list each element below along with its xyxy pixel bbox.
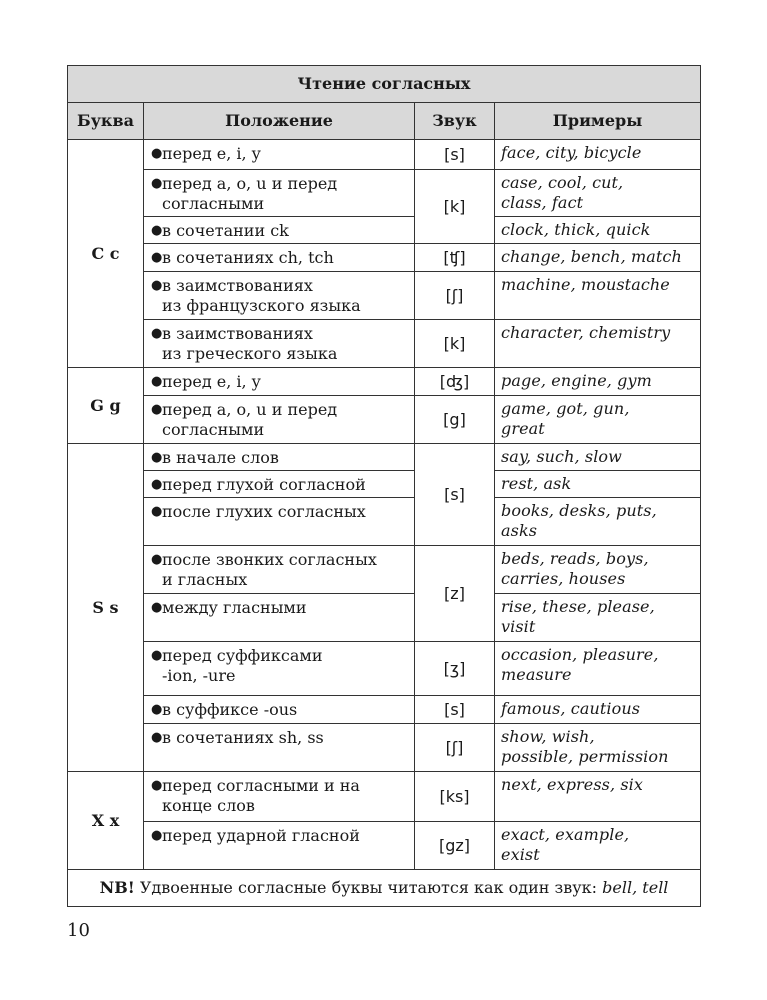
- examples-cell: rest, ask: [495, 471, 701, 498]
- letter-x: X x: [68, 772, 144, 870]
- examples-cell: face, city, bicycle: [495, 140, 701, 170]
- position-cell: ● перед a, o, u и перед согласными: [144, 170, 415, 217]
- note-label: NB!: [99, 878, 135, 897]
- table-row: [68, 822, 701, 870]
- bullet-icon: ●: [151, 402, 163, 417]
- sound-cell: [s]: [415, 140, 495, 170]
- table-row: [68, 170, 701, 217]
- position-cell: ● в сочетаниях sh, ss: [144, 724, 415, 772]
- table-row: [68, 444, 701, 471]
- table-row: [68, 696, 701, 724]
- table-row: [68, 594, 701, 642]
- bullet-icon: ●: [151, 278, 163, 293]
- position-cell: ● перед суффиксами -ion, -ure: [144, 642, 415, 696]
- examples-cell: say, such, slow: [495, 444, 701, 471]
- sound-cell: [ʒ]: [415, 642, 495, 696]
- table-row: [68, 471, 701, 498]
- examples-cell: character, chemistry: [495, 320, 701, 368]
- note-text: Удвоенные согласные буквы читаются как один звук:: [139, 878, 598, 897]
- examples-cell: exact, example, exist: [495, 822, 701, 870]
- note-cell: [68, 870, 701, 907]
- header-examples: Примеры: [495, 103, 701, 140]
- position-cell: ● перед e, i, y: [144, 368, 415, 396]
- consonant-reading-table: [67, 65, 701, 907]
- examples-cell: beds, reads, boys, carries, houses: [495, 546, 701, 594]
- sound-cell: [ʧ]: [415, 244, 495, 272]
- table-row: [68, 244, 701, 272]
- examples-cell: clock, thick, quick: [495, 217, 701, 244]
- title-row: [68, 66, 701, 103]
- examples-cell: rise, these, please, visit: [495, 594, 701, 642]
- examples-cell: books, desks, puts, asks: [495, 498, 701, 546]
- bullet-icon: ●: [151, 648, 163, 663]
- bullet-icon: ●: [151, 250, 163, 265]
- bullet-icon: ●: [151, 450, 163, 465]
- examples-cell: show, wish, possible, permission: [495, 724, 701, 772]
- header-position: Положение: [144, 103, 415, 140]
- examples-cell: change, bench, match: [495, 244, 701, 272]
- sound-cell: [gz]: [415, 822, 495, 870]
- position-cell: ● между гласными: [144, 594, 415, 642]
- sound-cell: [ks]: [415, 772, 495, 822]
- table-row: [68, 272, 701, 320]
- bullet-icon: ●: [151, 477, 163, 492]
- position-cell: ● в заимствованиях из французского языка: [144, 272, 415, 320]
- letter-g: G g: [68, 368, 144, 444]
- bullet-icon: ●: [151, 374, 163, 389]
- table-row: [68, 642, 701, 696]
- sound-cell: [z]: [415, 546, 495, 642]
- table-row: [68, 368, 701, 396]
- page-number: 10: [67, 920, 90, 941]
- bullet-icon: ●: [151, 778, 163, 793]
- table-row: [68, 320, 701, 368]
- note-examples: bell, tell: [602, 878, 669, 897]
- letter-s: S s: [68, 444, 144, 772]
- examples-cell: next, express, six: [495, 772, 701, 822]
- sound-cell: [s]: [415, 444, 495, 546]
- position-cell: ● в начале слов: [144, 444, 415, 471]
- table-row: [68, 217, 701, 244]
- bullet-icon: ●: [151, 552, 163, 567]
- table-row: [68, 498, 701, 546]
- examples-cell: page, engine, gym: [495, 368, 701, 396]
- table-title: Чтение согласных: [68, 66, 701, 103]
- examples-cell: machine, moustache: [495, 272, 701, 320]
- position-cell: ● перед e, i, y: [144, 140, 415, 170]
- bullet-icon: ●: [151, 702, 163, 717]
- examples-cell: famous, cautious: [495, 696, 701, 724]
- position-cell: ● в сочетаниях ch, tch: [144, 244, 415, 272]
- bullet-icon: ●: [151, 223, 163, 238]
- letter-c: C c: [68, 140, 144, 368]
- table-row: [68, 772, 701, 822]
- bullet-icon: ●: [151, 504, 163, 519]
- sound-cell: [ʤ]: [415, 368, 495, 396]
- sound-cell: [k]: [415, 170, 495, 244]
- table-row: [68, 140, 701, 170]
- sound-cell: [ʃ]: [415, 272, 495, 320]
- position-cell: ● после глухих согласных: [144, 498, 415, 546]
- bullet-icon: ●: [151, 730, 163, 745]
- table-row: [68, 396, 701, 444]
- bullet-icon: ●: [151, 146, 163, 161]
- examples-cell: game, got, gun, great: [495, 396, 701, 444]
- position-cell: ● в суффиксе -ous: [144, 696, 415, 724]
- position-cell: ● в заимствованиях из греческого языка: [144, 320, 415, 368]
- examples-cell: occasion, pleasure, measure: [495, 642, 701, 696]
- position-cell: ● после звонких согласных и гласных: [144, 546, 415, 594]
- table-row: [68, 724, 701, 772]
- table-row: [68, 546, 701, 594]
- bullet-icon: ●: [151, 828, 163, 843]
- position-cell: ● перед ударной гласной: [144, 822, 415, 870]
- examples-cell: case, cool, cut, class, fact: [495, 170, 701, 217]
- bullet-icon: ●: [151, 600, 163, 615]
- note-row: [68, 870, 701, 907]
- position-cell: ● перед a, o, u и перед согласными: [144, 396, 415, 444]
- sound-cell: [g]: [415, 396, 495, 444]
- bullet-icon: ●: [151, 176, 163, 191]
- header-sound: Звук: [415, 103, 495, 140]
- bullet-icon: ●: [151, 326, 163, 341]
- position-cell: ● в сочетании ck: [144, 217, 415, 244]
- consonant-reading-table-wrapper: [67, 65, 700, 907]
- header-letter: Буква: [68, 103, 144, 140]
- header-row: [68, 103, 701, 140]
- sound-cell: [ʃ]: [415, 724, 495, 772]
- sound-cell: [s]: [415, 696, 495, 724]
- position-cell: ● перед глухой согласной: [144, 471, 415, 498]
- sound-cell: [k]: [415, 320, 495, 368]
- position-cell: ● перед согласными и на конце слов: [144, 772, 415, 822]
